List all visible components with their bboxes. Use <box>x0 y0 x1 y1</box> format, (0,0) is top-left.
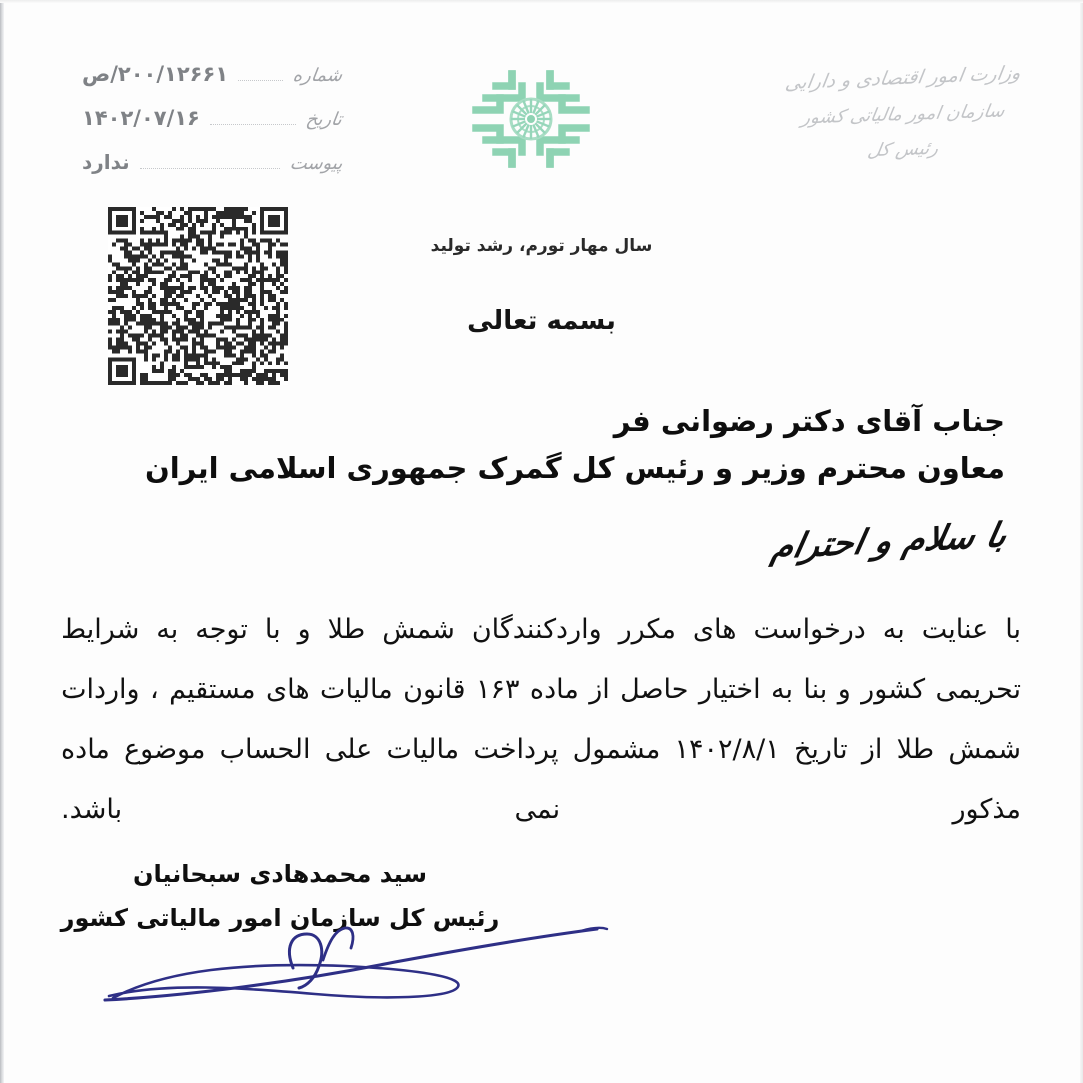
body-word: و <box>837 673 851 705</box>
body-word: به <box>156 614 179 645</box>
body-word: ، <box>150 673 159 705</box>
header-meta-block <box>82 62 342 194</box>
body-word: طلا <box>327 614 366 645</box>
body-word: عنایت <box>921 614 989 645</box>
body-word: کشور <box>861 673 926 705</box>
body-word: از <box>861 733 883 765</box>
body-word: های <box>692 614 737 645</box>
scan-edge-top <box>0 0 1083 3</box>
meta-value-attachment: ندارد <box>82 150 130 174</box>
meta-value-date: ۱۴۰۲/۰۷/۱۶ <box>82 106 200 130</box>
body-word: به <box>771 673 794 705</box>
body-word: علی <box>324 733 373 765</box>
body-word: شمش <box>382 614 455 645</box>
body-word: مشمول <box>572 733 661 765</box>
basmala-heading: بسمه تعالی <box>467 306 616 336</box>
meta-row-date <box>82 106 342 150</box>
body-word: حاصل <box>620 673 689 705</box>
handwritten-salutation: با سلام و احترام <box>768 515 1011 568</box>
qr-code-canvas <box>108 207 288 385</box>
ministry-letterhead <box>763 60 1043 167</box>
meta-dots <box>210 124 296 125</box>
body-word: واردات <box>61 673 140 705</box>
body-word: ۱۴۰۲/۸/۱ <box>674 733 780 765</box>
body-word: واردکنندگان <box>471 614 602 645</box>
body-word: مالیات <box>320 673 393 705</box>
meta-label-number: شماره <box>291 65 344 86</box>
body-word: طلا <box>896 733 935 765</box>
signatory-title: رئیس کل سازمان امور مالیاتی کشور <box>60 904 500 932</box>
meta-row-number <box>82 62 342 106</box>
body-word: با <box>1005 614 1021 645</box>
signatory-name: سید محمدهادی سبحانیان <box>132 860 428 888</box>
body-word: بنا <box>803 673 828 705</box>
body-word: به <box>882 614 905 645</box>
addressee-name: جناب آقای دکتر رضوانی فر <box>613 404 1005 438</box>
meta-label-date: تاریخ <box>304 109 344 130</box>
body-word: شمش <box>948 733 1021 765</box>
body-word: مستقیم <box>169 673 256 705</box>
qr-code <box>108 207 288 385</box>
letter-body <box>61 600 1021 840</box>
body-word: پرداخت <box>473 733 559 765</box>
body-word: تاریخ <box>793 733 848 765</box>
body-word: ماده <box>529 673 579 705</box>
body-line-3 <box>61 720 1021 780</box>
body-word: از <box>589 673 610 705</box>
body-word: مالیات <box>386 733 460 765</box>
body-word: اختیار <box>698 673 761 705</box>
ministry-line-2: سازمان امور مالیاتی کشور <box>799 100 1007 129</box>
meta-row-attachment <box>82 150 342 194</box>
addressee-block <box>65 398 1005 492</box>
meta-label-attachment: پیوست <box>288 153 344 174</box>
year-slogan: سال مهار تورم، رشد تولید <box>430 236 653 256</box>
body-word: های <box>266 673 310 705</box>
organization-logo-icon <box>466 60 596 178</box>
body-line-4: مذکور نمی باشد. <box>61 793 1021 825</box>
body-word: و <box>297 614 311 645</box>
body-word: با <box>264 614 281 645</box>
body-word: ۱۶۳ <box>476 673 520 705</box>
meta-dots <box>238 80 283 81</box>
body-word: تحریمی <box>935 673 1021 705</box>
body-word: موضوع <box>124 733 206 765</box>
body-word: شرایط <box>61 614 140 645</box>
body-word: درخواست <box>753 614 866 645</box>
body-word: توجه <box>195 614 248 645</box>
meta-dots <box>140 168 280 169</box>
body-line-2 <box>61 660 1021 720</box>
ministry-line-1: وزارت امور اقتصادی و دارایی <box>783 61 1023 95</box>
ministry-line-3: رئیس کل <box>866 137 940 162</box>
body-line-1 <box>61 600 1021 660</box>
body-word: قانون <box>403 673 466 705</box>
body-word: الحساب <box>219 733 311 765</box>
body-word: مکرر <box>618 614 676 645</box>
meta-value-number: ۲۰۰/۱۲۶۶۱/ص <box>82 62 229 86</box>
addressee-title: معاون محترم وزیر و رئیس کل گمرک جمهوری اسلامی ایران <box>144 450 1005 485</box>
body-word: ماده <box>61 733 110 765</box>
